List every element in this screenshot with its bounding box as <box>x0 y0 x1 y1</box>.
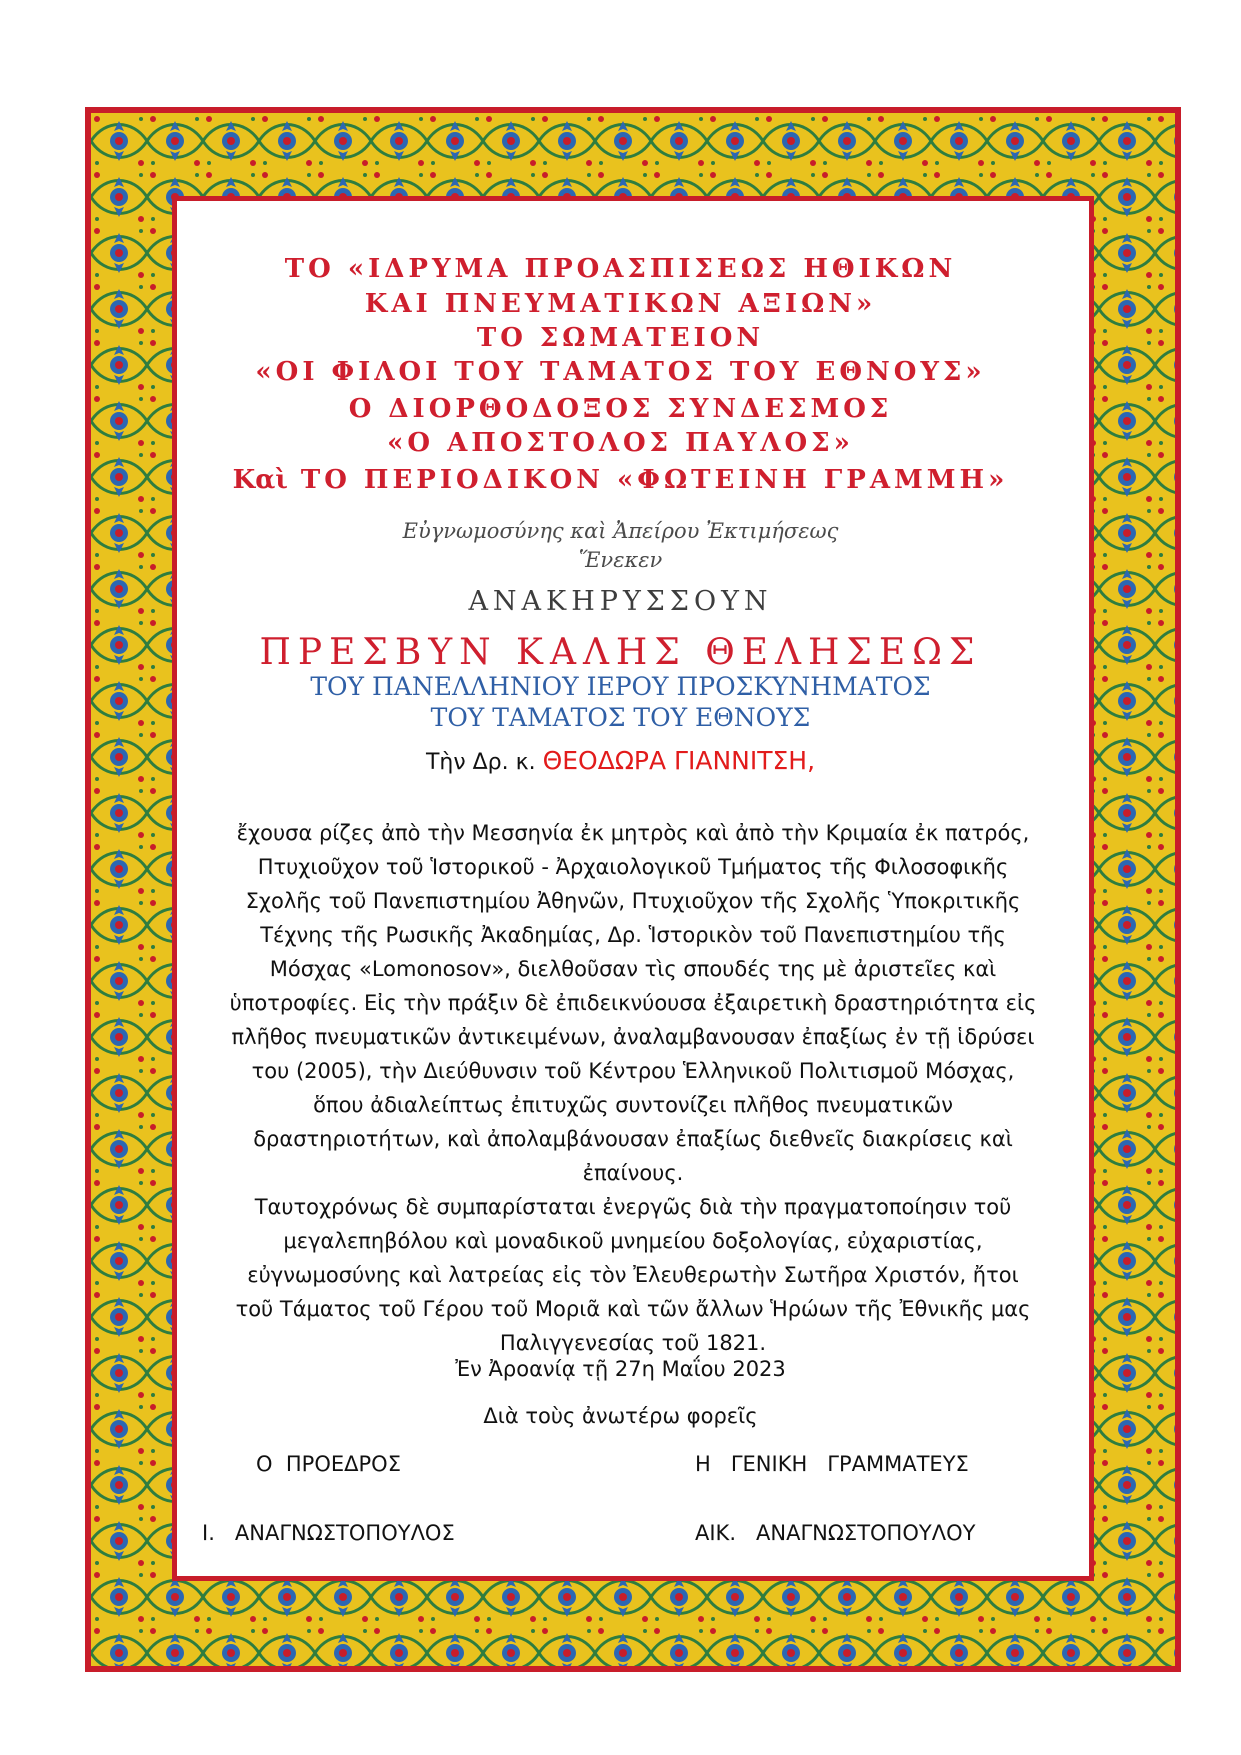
association-label: ΤΟ ΣΩΜΑΤΕΙΟΝ <box>476 323 765 353</box>
citation-line: τοῦ Τάματος τοῦ Γέρου τοῦ Μοριᾶ καὶ τῶν ἄλλων Ἡρώων τῆς Ἐθνικῆς μας <box>235 1297 1031 1321</box>
honor-title: ΠΡΕΣΒΥΝ ΚΑΛΗΣ ΘΕΛΗΣΕΩΣ <box>259 632 982 673</box>
citation-line: Τέχνης τῆς Ρωσικῆς Ἀκαδημίας, Δρ. Ἱστορικὸν τοῦ Πανεπιστημίου τῆς <box>260 923 1006 947</box>
citation-line: ὑποτροφίες. Εἰς τὴν πράξιν δὲ ἐπιδεικνύουσα ἐξαιρετικὴ δραστηριότητα εἰς <box>229 991 1037 1015</box>
foundation-name-line-1: ΤΟ «ΙΔΡΥΜΑ ΠΡΟΑΣΠΙΣΕΩΣ ΗΘΙΚΩΝ <box>284 254 957 284</box>
citation-line: Σχολῆς τοῦ Πανεπιστημίου Ἀθηνῶν, Πτυχιοῦχον τῆς Σχολῆς Ὑποκριτικῆς <box>245 889 1021 913</box>
citation-line: Μόσχας «Lomonosov», διελθοῦσαν τὶς σπουδές της μὲ ἀριστεῖες καὶ <box>269 957 997 981</box>
secretary-name: ΑΙΚ. ΑΝΑΓΝΩΣΤΟΠΟΥΛΟΥ <box>695 1521 976 1545</box>
honoree-name: ΘΕΟΔΩΡΑ ΓΙΑΝΝΙΤΣΗ, <box>542 746 816 775</box>
president-title: Ο ΠΡΟΕΔΡΟΣ <box>256 1452 401 1476</box>
periodical-name: ΤΟ ΠΕΡΙΟΔΙΚΟΝ «ΦΩΤΕΙΝΗ ΓΡΑΜΜΗ» <box>300 465 1009 495</box>
kai-word: Καὶ <box>232 465 288 495</box>
citation-line: μεγαλεπηβόλου καὶ μοναδικοῦ μνημείου δοξολογίας, εὐχαριστίας, <box>283 1229 983 1253</box>
citation-line: Ταυτοχρόνως δὲ συμπαρίσταται ἐνεργῶς διὰ τὴν πραγματοποίησιν τοῦ <box>254 1195 1012 1219</box>
citation-line: ἐπαίνους. <box>582 1161 684 1185</box>
union-label: Ο ΔΙΟΡΘΟΔΟΞΟΣ ΣΥΝΔΕΣΜΟΣ <box>348 394 893 424</box>
citation-line: δραστηριοτήτων, καὶ ἀπολαμβάνουσαν ἐπαξίως διεθνεῖς διακρίσεις καὶ <box>253 1127 1013 1151</box>
citation-line: ἔχουσα ρίζες ἀπὸ τὴν Μεσσηνία ἐκ μητρὸς καὶ ἀπὸ τὴν Κριμαία ἐκ πατρός, <box>236 821 1030 845</box>
on-behalf-line: Διὰ τοὺς ἀνωτέρω φορεῖς <box>483 1404 758 1428</box>
citation-line: Παλιγγενεσίας τοῦ 1821. <box>499 1331 767 1355</box>
citation-text <box>200 816 1066 1360</box>
union-name: «Ο ΑΠΟΣΤΟΛΟΣ ΠΑΥΛΟΣ» <box>387 428 854 458</box>
gratitude-line-1: Εὐγνωμοσύνης καὶ Ἀπείρου Ἐκτιμήσεως <box>402 519 839 543</box>
honor-subtitle-1: ΤΟΥ ΠΑΝΕΛΛΗΝΙΟΥ ΙΕΡΟΥ ΠΡΟΣΚΥΝΗΜΑΤΟΣ <box>310 672 931 701</box>
secretary-title: Η ΓΕΝΙΚΗ ΓΡΑΜΜΑΤΕΥΣ <box>695 1452 969 1476</box>
date-line: Ἐν Ἀροανίᾳ τῇ 27η Μαΐου 2023 <box>455 1357 786 1381</box>
foundation-name-line-2: ΚΑΙ ΠΝΕΥΜΑΤΙΚΩΝ ΑΞΙΩΝ» <box>364 289 877 319</box>
honoree-line <box>0 746 1241 775</box>
president-name: Ι. ΑΝΑΓΝΩΣΤΟΠΟΥΛΟΣ <box>202 1521 455 1545</box>
citation-line: ὅπου ἀδιαλείπτως ἐπιτυχῶς συντονίζει πλῆθος πνευματικῶν <box>313 1093 953 1117</box>
honoree-prefix: Τὴν Δρ. κ. <box>425 750 536 775</box>
citation-line: του (2005), τὴν Διεύθυνσιν τοῦ Κέντρου Ἑλληνικοῦ Πολιτισμοῦ Μόσχας, <box>251 1059 1015 1083</box>
citation-line: Πτυχιοῦχον τοῦ Ἱστορικοῦ - Ἀρχαιολογικοῦ Τμήματος τῆς Φιλοσοφικῆς <box>257 855 1009 879</box>
citation-line: εὐγνωμοσύνης καὶ λατρείας εἰς τὸν Ἐλευθερωτὴν Σωτῆρα Χριστόν, ἤτοι <box>247 1263 1019 1287</box>
proclaim-heading: ΑΝΑΚΗΡΥΣΣΟΥΝ <box>468 586 773 617</box>
association-name: «ΟΙ ΦΙΛΟΙ ΤΟΥ ΤΑΜΑΤΟΣ ΤΟΥ ΕΘΝΟΥΣ» <box>255 357 986 387</box>
citation-line: πλῆθος πνευματικῶν ἀντικειμένων, ἀναλαμβανουσαν ἐπαξίως ἐν τῇ ἱδρύσει <box>231 1025 1035 1049</box>
honor-subtitle-2: ΤΟΥ ΤΑΜΑΤΟΣ ΤΟΥ ΕΘΝΟΥΣ <box>430 703 811 732</box>
periodical-line <box>0 465 1241 495</box>
gratitude-line-2: Ἕνεκεν <box>578 548 663 572</box>
